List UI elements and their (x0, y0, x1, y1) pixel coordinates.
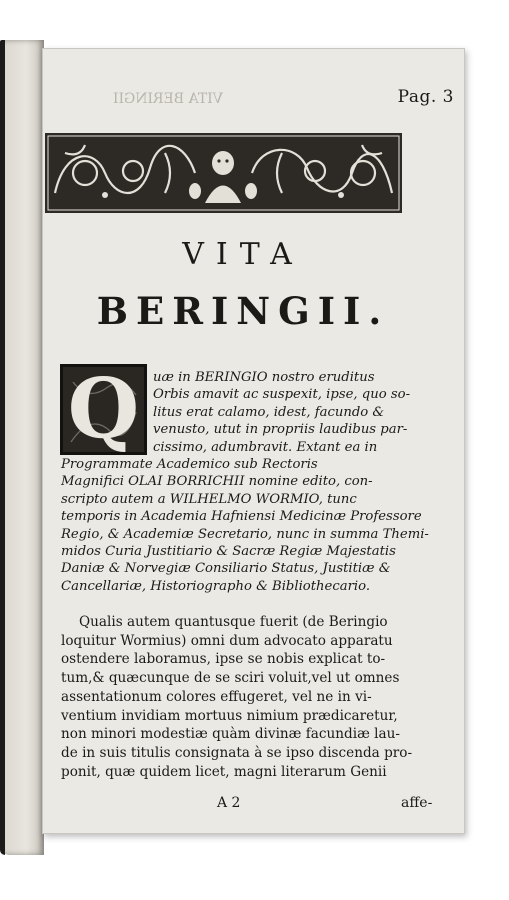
text-line: de in suis titulis consignata à se ipso discenda pro- (61, 744, 413, 761)
book-page (42, 48, 465, 834)
signature-mark: A 2 (217, 795, 241, 811)
text-line: Programmate Academico sub Rectoris (61, 457, 318, 472)
text-line: temporis in Academia Hafniensi Medicinæ Professore (61, 509, 422, 525)
text-line: tum,& quæcunque de se sciri voluit,vel ut omnes (61, 670, 400, 687)
page-number-header: Pag. 3 (397, 87, 454, 107)
decorated-initial (60, 361, 147, 457)
text-line: litus erat calamo, idest, facundo & (153, 404, 385, 420)
second-paragraph (61, 613, 453, 781)
ornamental-headpiece (45, 133, 402, 213)
text-line: loquitur Wormius) omni dum advocato apparatu (61, 632, 393, 649)
drop-cap-letter: Q (67, 361, 140, 457)
text-line: Qualis autem quantusque fuerit (de Beringio (79, 614, 388, 630)
bleed-through-text: VITA BERINGII (113, 91, 223, 107)
text-line: non minori modestiæ quàm divinæ facundiæ lau- (61, 726, 400, 743)
text-line: uæ in BERINGIO nostro eruditus (153, 370, 375, 385)
text-line: scripto autem a WILHELMO WORMIO, tunc (61, 491, 357, 507)
text-line: ostendere laboramus, ipse se nobis explicat to- (61, 651, 386, 668)
text-line: venusto, utut in propriis laudibus par- (153, 422, 408, 438)
text-line: Orbis amavit ac suspexit, ipse, quo so- (153, 387, 411, 403)
opening-paragraph-full (61, 456, 451, 595)
text-line: Regio, & Academiæ Secretario, nunc in summa Themi- (61, 526, 429, 542)
catchword: affe- (401, 795, 433, 811)
title-line-2: BERINGII. (96, 289, 390, 333)
facing-page-edge (0, 40, 44, 855)
text-line: ventium invidiam mortuus nimium prædicaretur, (61, 707, 398, 724)
title-line-1: VITA (182, 237, 304, 272)
text-line: Cancellariæ, Historiographo & Bibliothecario. (61, 578, 371, 594)
text-line: cissimo, adumbravit. Extant ea in (153, 439, 378, 455)
text-line: Magnifici OLAI BORRICHII nomine edito, con- (61, 474, 373, 490)
text-line: ponit, quæ quidem licet, magni literarum Genii (61, 763, 387, 780)
opening-paragraph-wrapped (153, 369, 453, 456)
text-line: assentationum colores effugeret, vel ne in vi- (61, 688, 372, 705)
text-line: midos Curia Justitiario & Sacræ Regiæ Majestatis (61, 544, 396, 560)
text-line: Daniæ & Norvegiæ Consiliario Status, Justitiæ & (61, 561, 391, 577)
